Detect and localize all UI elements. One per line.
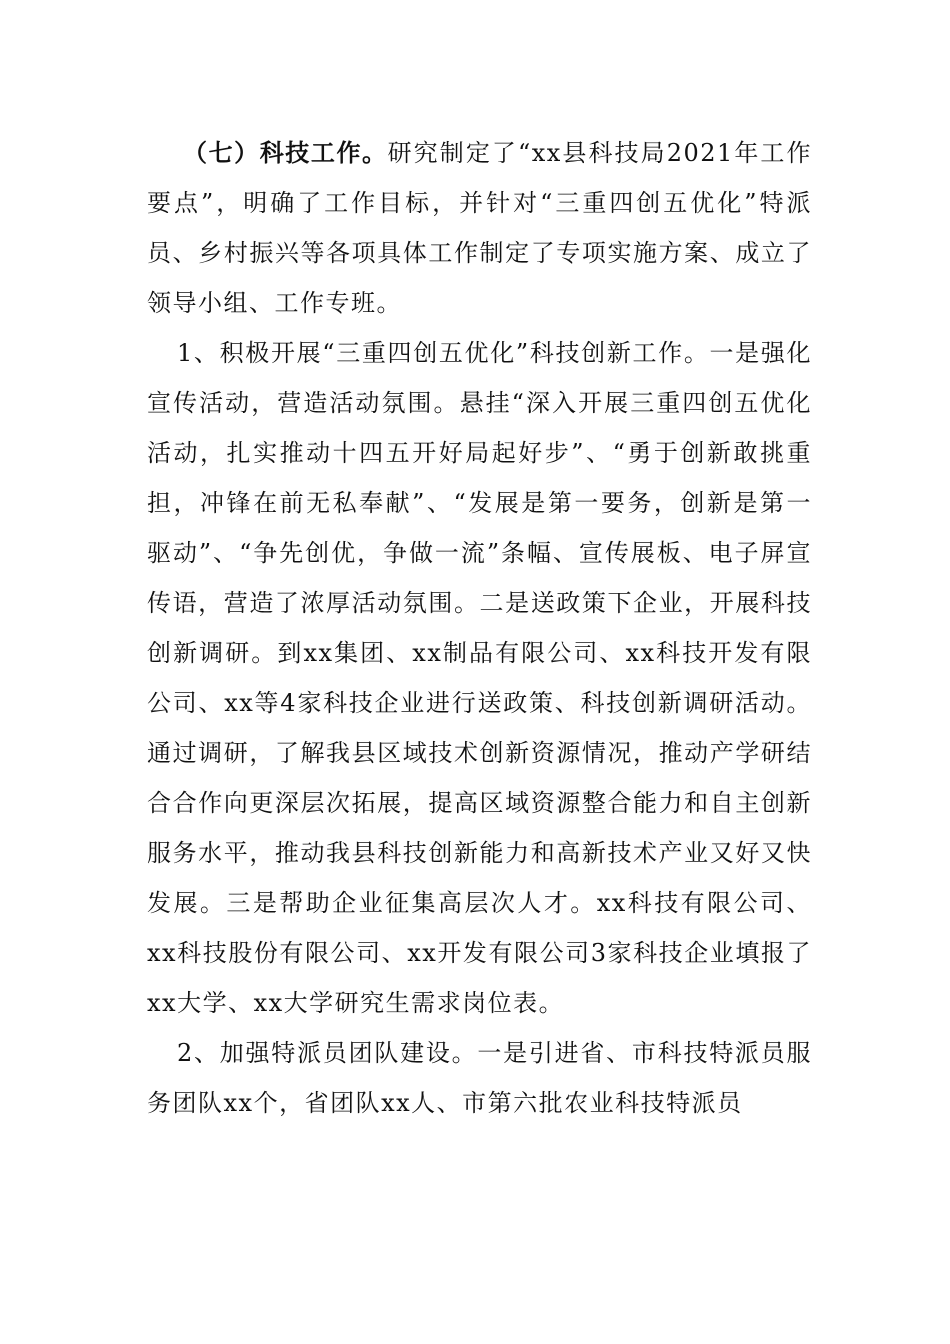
section-intro-text: 研究制定了“xx县科技局2021年工作要点”，明确了工作目标，并针对“三重四创五优化”特派员、乡村振兴等各项具体工作制定了专项实施方案、成立了领导小组、工作专班。 (147, 139, 813, 317)
section-heading: （七）科技工作。 (183, 139, 388, 167)
paragraph-section-7 (147, 128, 812, 328)
paragraph-item-2: 2、加强特派员团队建设。一是引进省、市科技特派员服务团队xx个，省团队xx人、市第六批农业科技特派员 (147, 1039, 812, 1117)
paragraph-item-1: 1、积极开展“三重四创五优化”科技创新工作。一是强化宣传活动，营造活动氛围。悬挂“深入开展三重四创五优化活动，扎实推动十四五开好局起好步”、“勇于创新敢挑重担，冲锋在前无私奉献”、“发展是第一要务，创新是第一驱动”、“争先创优，争做一流”条幅、宣传展板、电子屏宣传语，营造了浓厚活动氛围。二是送政策下企业，开展科技创新调研。到xx集团、xx制品有限公司、xx科技开发有限公司、xx等4家科技企业进行送政策、科技创新调研活动。通过调研，了解我县区域技术创新资源情况，推动产学研结合合作向更深层次拓展，提高区域资源整合能力和自主创新服务水平，推动我县科技创新能力和高新技术产业又好又快发展。三是帮助企业征集高层次人才。xx科技有限公司、xx科技股份有限公司、xx开发有限公司3家科技企业填报了xx大学、xx大学研究生需求岗位表。 (147, 339, 812, 1017)
document-body (147, 128, 812, 1128)
